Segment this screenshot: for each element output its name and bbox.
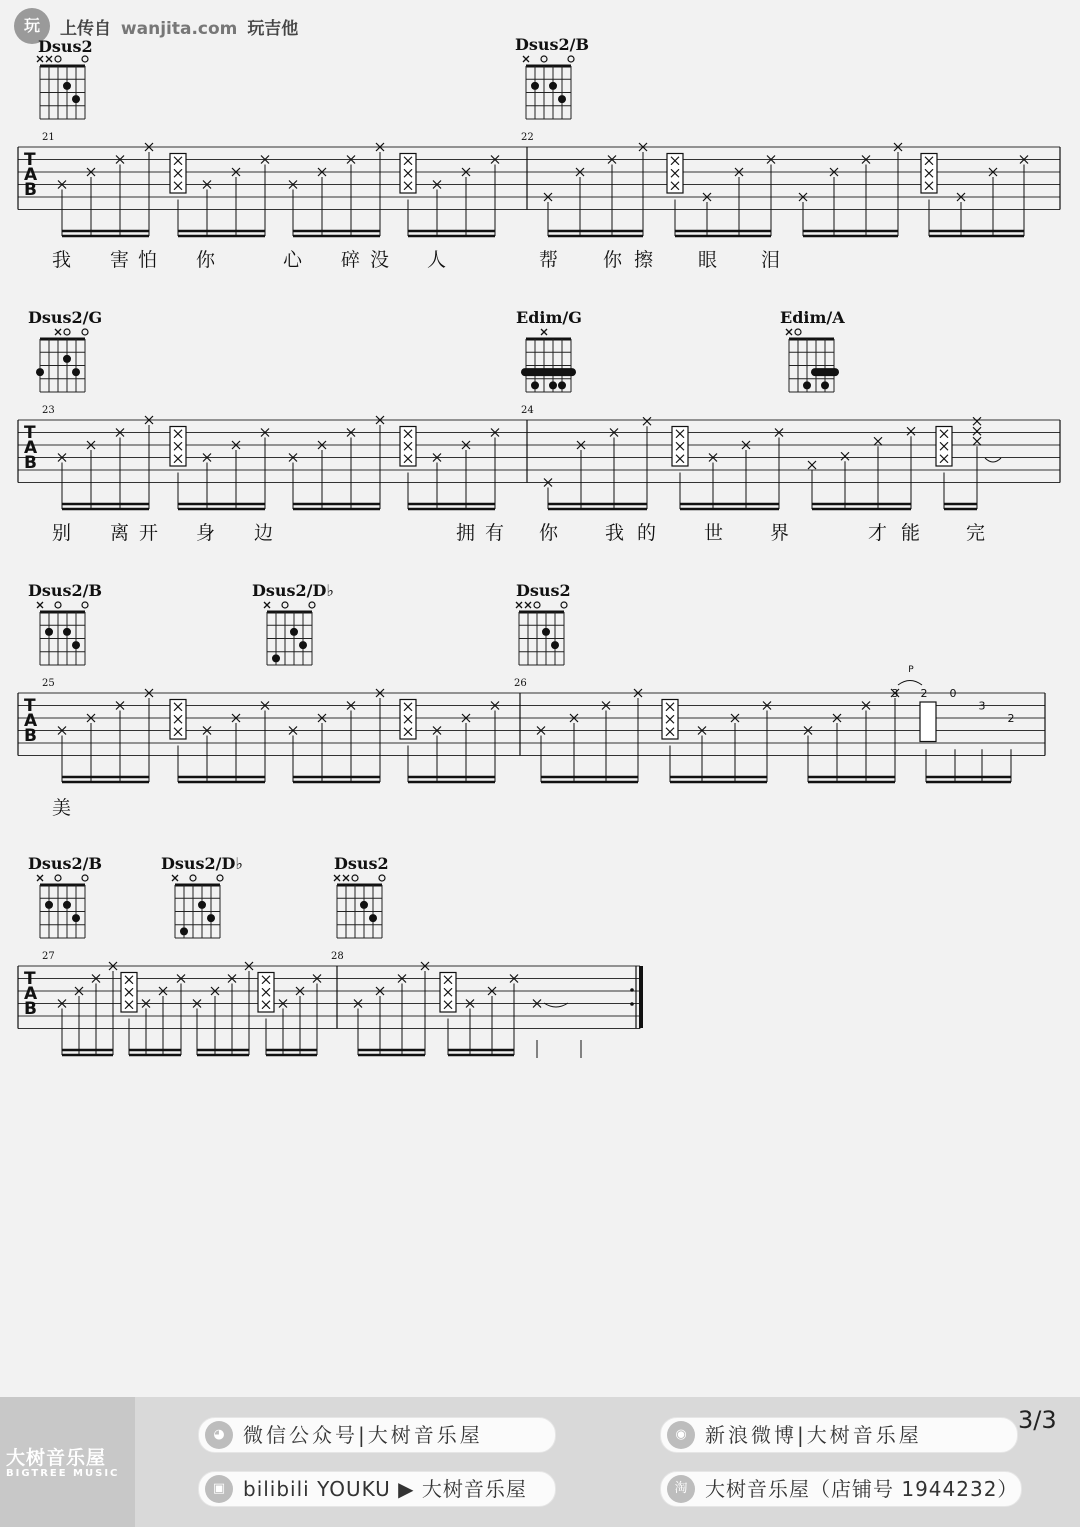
finger-dot (45, 901, 53, 909)
upload-suffix: 玩吉他 (247, 19, 299, 39)
tab-clef-letter: T (24, 696, 36, 716)
open-mark (64, 329, 70, 335)
chord-name: Edim/G (516, 308, 582, 327)
taobao-icon: 淘 (667, 1475, 695, 1503)
lyric-char: 我 (52, 249, 72, 271)
wechat-link[interactable] (198, 1417, 556, 1453)
open-mark (282, 602, 288, 608)
open-mark (568, 56, 574, 62)
open-mark (82, 56, 88, 62)
chord-diagram (37, 56, 88, 119)
tab-clef-letter: T (24, 969, 36, 989)
lyric-char: 离 (110, 522, 130, 544)
video-link[interactable] (198, 1471, 556, 1507)
chord-diagram (334, 875, 385, 938)
tab-clef-letter: A (24, 438, 38, 458)
finger-dot (542, 628, 550, 636)
chord-diagram (36, 329, 88, 392)
lyric-char: 你 (603, 249, 623, 271)
measure-number: 26 (514, 678, 527, 689)
measure-number: 25 (42, 678, 55, 689)
tab-staves (18, 143, 1060, 1058)
lyric-char: 你 (196, 249, 216, 271)
finger-dot (558, 381, 566, 389)
finger-dot (821, 381, 829, 389)
brand-name: 大树音乐屋 (6, 1447, 107, 1469)
upload-domain: wanjita.com (120, 19, 238, 39)
tab-clef-letter: B (24, 453, 37, 473)
strum-box (920, 702, 936, 742)
tab-clef-letter: A (24, 165, 38, 185)
finger-dot (290, 628, 298, 636)
shop-label: 大树音乐屋（店铺号 1944232） (705, 1477, 1019, 1501)
video-icon: ▣ (205, 1475, 233, 1503)
open-mark (55, 56, 61, 62)
lyric-char: 界 (770, 522, 790, 544)
lyric-char: 人 (427, 249, 447, 271)
finger-dot (198, 901, 206, 909)
wechat-label: 微信公众号|大树音乐屋 (243, 1423, 483, 1447)
tab-clef-letter: T (24, 423, 36, 443)
open-mark (217, 875, 223, 881)
repeat-dot (630, 1002, 634, 1006)
measure-number: 28 (331, 951, 344, 962)
weibo-icon: ◉ (667, 1421, 695, 1449)
lyric-char: 你 (539, 522, 559, 544)
tab-staff (18, 962, 641, 1058)
tab-clef-letter: A (24, 984, 38, 1004)
measure-number: 24 (521, 405, 534, 416)
chord-diagram (521, 329, 576, 392)
chord-diagram (264, 602, 315, 665)
lyric-char: 开 (139, 522, 159, 544)
chord-name: Dsus2 (516, 581, 571, 600)
lyric-char: 心 (283, 249, 303, 271)
tab-clef-letter: B (24, 999, 37, 1019)
chord-diagram (37, 602, 88, 665)
open-mark (541, 56, 547, 62)
lyric-char: 拥 (456, 522, 476, 544)
open-mark (561, 602, 567, 608)
chord-name: Dsus2/B (515, 35, 590, 54)
lyric-char: 有 (485, 522, 505, 544)
pull-off-mark: P (908, 665, 914, 675)
chord-diagram (172, 875, 223, 938)
tab-clef-letter: B (24, 180, 37, 200)
chord-name: Dsus2/D♭ (252, 581, 334, 600)
upload-prefix: 上传自 (60, 19, 111, 39)
chord-diagram (786, 329, 839, 392)
finger-dot (360, 901, 368, 909)
lyric-char: 能 (901, 522, 921, 544)
lyric-char: 我 (605, 522, 625, 544)
finger-dot (531, 381, 539, 389)
chord-name: Dsus2/B (28, 581, 103, 600)
finger-dot (63, 355, 71, 363)
lyric-char: 边 (254, 522, 274, 544)
chord-diagram (516, 602, 567, 665)
wanjita-logo-icon: 玩 (14, 8, 50, 44)
open-mark (82, 329, 88, 335)
lyric-char: 怕 (138, 249, 158, 271)
finger-dot (72, 368, 80, 376)
finger-dot (549, 381, 557, 389)
measure-number: 23 (42, 405, 55, 416)
video-label: bilibili YOUKU ▶ 大树音乐屋 (243, 1477, 527, 1501)
finger-dot (63, 82, 71, 90)
open-mark (55, 875, 61, 881)
tab-staff (18, 416, 1060, 509)
tab-clef-letter: A (24, 711, 38, 731)
tab-staff (18, 665, 1045, 782)
brand-subtitle: BIGTREE MUSIC (6, 1468, 120, 1479)
wechat-icon: ◕ (205, 1421, 233, 1449)
tab-clef-letter: B (24, 726, 37, 746)
tie (985, 458, 1001, 462)
open-mark (795, 329, 801, 335)
lyric-char: 帮 (539, 249, 559, 271)
chord-diagram (37, 875, 88, 938)
finger-dot (72, 914, 80, 922)
lyric-char: 才 (868, 522, 888, 544)
lyric-char: 泪 (761, 249, 781, 271)
lyric-char: 的 (637, 522, 657, 544)
finger-dot (531, 82, 539, 90)
lyric-char: 没 (370, 249, 390, 271)
finger-dot (72, 641, 80, 649)
finger-dot (549, 82, 557, 90)
open-mark (352, 875, 358, 881)
lyric-char: 碎 (341, 249, 361, 271)
finger-dot (45, 628, 53, 636)
weibo-link[interactable] (660, 1417, 1018, 1453)
measure-number: 21 (42, 132, 55, 143)
fret-number: 0 (949, 687, 957, 700)
open-mark (534, 602, 540, 608)
fret-number: 2 (1007, 712, 1015, 725)
finger-dot (36, 368, 44, 376)
measure-number: 27 (42, 951, 55, 962)
open-mark (379, 875, 385, 881)
open-mark (55, 602, 61, 608)
lyric-char: 害 (110, 249, 130, 271)
chord-name: Dsus2/G (28, 308, 103, 327)
chord-name: Dsus2/B (28, 854, 103, 873)
finger-dot (803, 381, 811, 389)
fret-number: 2 (920, 687, 928, 700)
finger-dot (272, 654, 280, 662)
lyric-char: 擦 (634, 249, 654, 271)
tab-staff (18, 143, 1060, 236)
lyric-char: 别 (52, 522, 72, 544)
lyric-char: 美 (52, 797, 72, 819)
open-mark (190, 875, 196, 881)
barre (521, 368, 576, 376)
chord-name: Dsus2 (334, 854, 389, 873)
shop-link[interactable] (660, 1471, 1022, 1507)
lyric-char: 世 (704, 522, 724, 544)
finger-dot (551, 641, 559, 649)
open-mark (82, 602, 88, 608)
fret-number: 3 (891, 687, 899, 700)
repeat-dot (630, 988, 634, 992)
finger-dot (299, 641, 307, 649)
lyric-char: 眼 (698, 249, 718, 271)
finger-dot (63, 628, 71, 636)
barre (811, 368, 839, 376)
finger-dot (180, 927, 188, 935)
lyric-char: 完 (966, 522, 986, 544)
measure-number: 22 (521, 132, 534, 143)
weibo-label: 新浪微博|大树音乐屋 (705, 1423, 922, 1447)
fret-number: 3 (978, 699, 986, 713)
open-mark (82, 875, 88, 881)
page-number: 3/3 (1018, 1406, 1057, 1434)
open-mark (309, 602, 315, 608)
finger-dot (369, 914, 377, 922)
finger-dot (207, 914, 215, 922)
pull-off-slur (898, 681, 922, 686)
tab-clef-letter: T (24, 150, 36, 170)
finger-dot (63, 901, 71, 909)
finger-dot (558, 95, 566, 103)
chord-diagram (523, 56, 574, 119)
chord-name: Dsus2 (38, 37, 93, 56)
lyric-char: 身 (196, 522, 216, 544)
finger-dot (72, 95, 80, 103)
chord-name: Edim/A (780, 308, 845, 327)
chord-name: Dsus2/D♭ (161, 854, 243, 873)
